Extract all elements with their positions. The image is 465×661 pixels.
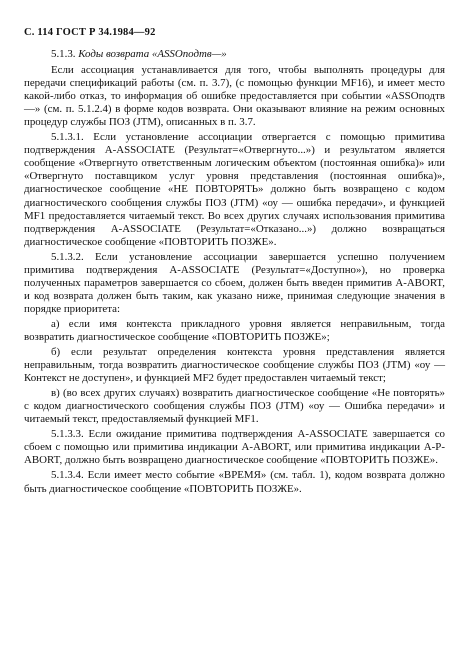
list-item-a: а) если имя контекста прикладного уровня является неправильным, тогда возвратить диагностическое сообщение «ПОВТОРИТЬ ПОЗЖЕ»;	[24, 317, 445, 343]
section-title: Коды возврата «ASSOподтв—»	[78, 48, 227, 60]
document-body	[24, 48, 445, 498]
paragraph-intro: Если ассоциация устанавливается для того, чтобы выполнять процедуры для передачи спецификаций работы (см. п. 3.7), (с помощью функции MF16), и имеет место какой-либо отказ, то информация об ошибке предоставляется при событии «ASSOподтв—» (см. п. 5.1.2.4) в форме кодов возврата. Они оказывают влияние на режим основных процедур службы ПОЗ (JTM), описанных в п. 3.7.	[24, 64, 445, 129]
paragraph-5-1-3-2: 5.1.3.2. Если установление ассоциации завершается успешно получением примитива подтверждения A-ASSOCIATE (Результат=«Доступно»), но проверка полученных параметров завершается со сбоем, должен быть введен примитив A-ABORT, и код возврата должен быть таким, как указано ниже, принимая следующие значения в порядке приоритета:	[24, 250, 445, 315]
paragraph-5-1-3-1: 5.1.3.1. Если установление ассоциации отвергается с помощью примитива подтверждения A-ASSOCIATE (Результат=«Отвергнуто...») и результатом является сообщение «Отвергнуто ответственным логическим объектом (постоянная ошибка)» или «Отвергнуто поставщиком услуг уровня представления (постоянная ошибка)», диагностическое сообщение «НЕ ПОВТОРЯТЬ» должно быть возвращено с кодом диагностического сообщения службы ПОЗ (JTM) «оу — ошибка передачи», и функцией MF1 предоставляется читаемый текст. Во всех других случаях использования примитива подтверждения A-ASSOCIATE (Результат=«Отказано...») должно возвращаться диагностическое сообщение «ПОВТОРИТЬ ПОЗЖЕ».	[24, 131, 445, 248]
section-number: 5.1.3.	[51, 48, 79, 60]
list-item-b: б) если результат определения контекста уровня представления является неправильным, тогда возвратить диагностическое сообщение службы ПОЗ (JTM) «оу — Контекст не доступен», и функцией MF2 будет предоставлен читаемый текст;	[24, 346, 445, 385]
list-item-v: в) (во всех других случаях) возвратить диагностическое сообщение «Не повторять» с кодом диагностического сообщения службы ПОЗ (JTM) «оу — Ошибка передачи» и читаемый текст, предоставляемый функцией MF1.	[24, 387, 445, 426]
paragraph-5-1-3-4: 5.1.3.4. Если имеет место событие «ВРЕМЯ» (см. табл. 1), кодом возврата должно быть диагностическое сообщение «ПОВТОРИТЬ ПОЗЖЕ».	[24, 469, 445, 495]
paragraph-5-1-3-3: 5.1.3.3. Если ожидание примитива подтверждения A-ASSOCIATE завершается со сбоем с помощью или примитива индикации A-ABORT, или примитива индикации A-P-ABORT, должно быть возвращено диагностическое сообщение «ПОВТОРИТЬ ПОЗЖЕ».	[24, 428, 445, 467]
page-header: С. 114 ГОСТ Р 34.1984—92	[24, 27, 156, 38]
section-heading	[24, 48, 445, 61]
